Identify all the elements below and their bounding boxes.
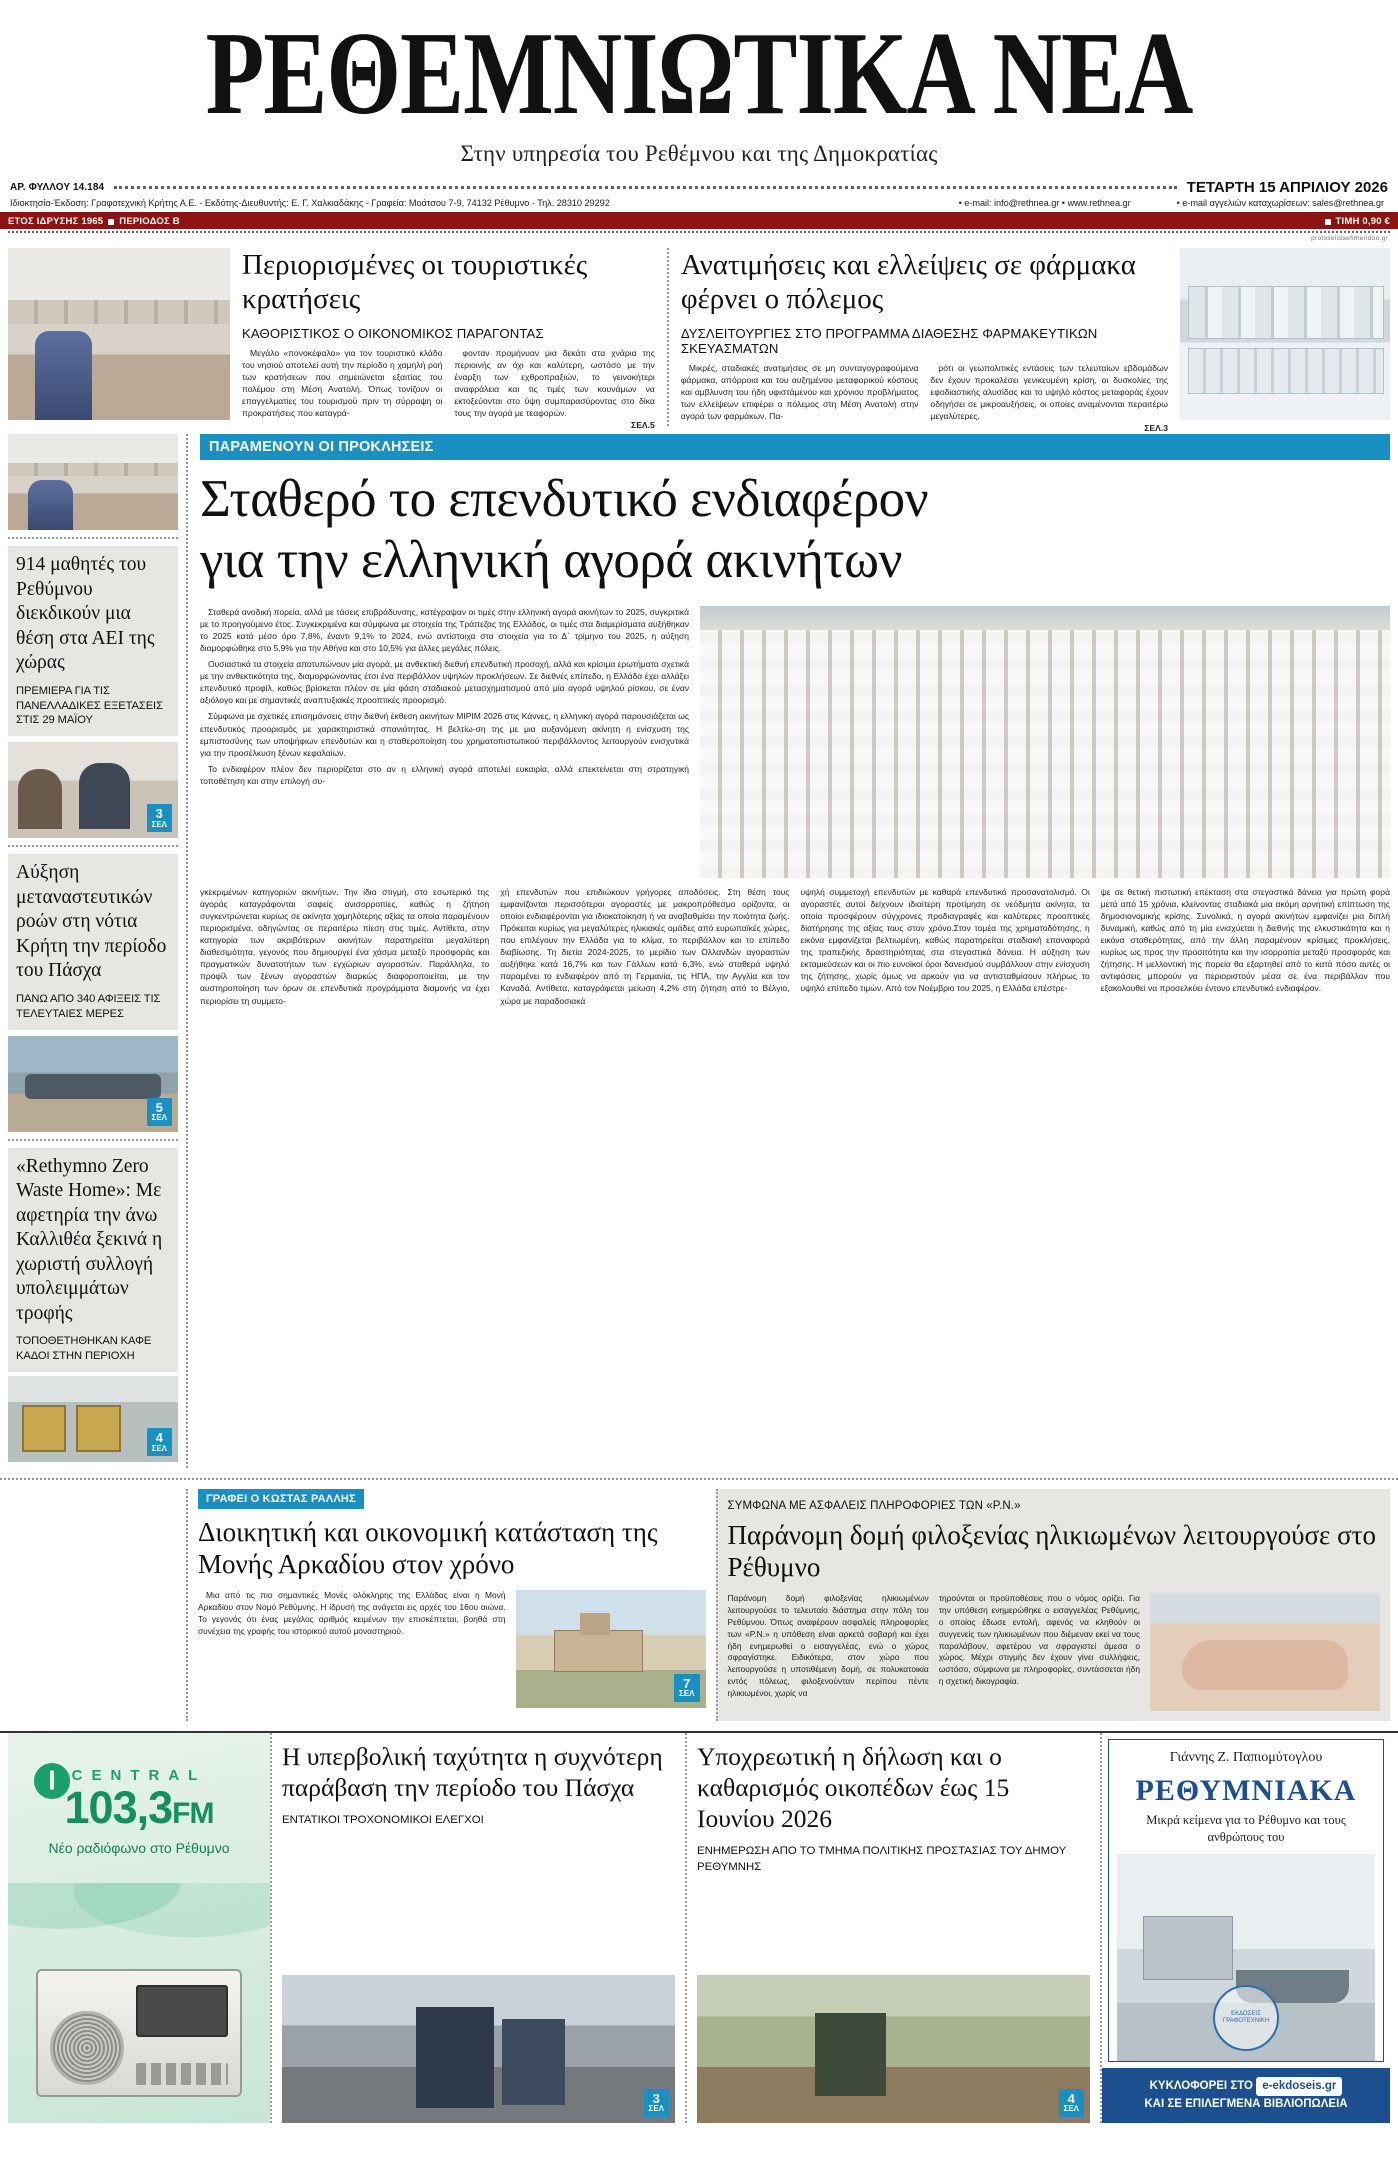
- bottom-story-headline: Υποχρεωτική η δήλωση και ο καθαρισμός οικοπέδων έως 15 Ιουνίου 2026: [697, 1741, 1010, 1834]
- elderly-hands-photo: [1150, 1593, 1380, 1711]
- top-stories-zone: [0, 248, 1398, 433]
- book-author: Γιάννης Ζ. Παπιομύτογλου: [1169, 1749, 1323, 1765]
- body-paragraph: Το ενδιαφέρον πλέον δεν περιορίζεται στο αν η ελληνική αγορά αποτελεί ευκαιρία, αλλά επεκτείνεται στη στρατηγική τοποθέτηση και στην επιλογή συ-: [200, 763, 689, 786]
- airport-photo: [8, 248, 230, 420]
- airport-photo-image: [8, 248, 230, 420]
- top-story-tourism[interactable]: [230, 248, 667, 430]
- page-badge[interactable]: [147, 1098, 172, 1126]
- page-badge-number: 4: [155, 1430, 163, 1445]
- body-paragraph: Μεγάλο «πονοκέφαλο» για τον τουριστικό κλάδο του νησιού αποτελεί αυτή την περίοδο η χαμηλή ροή των κρατήσεων που σημειώνεται εξαιτίας του πολέμου στη Μέση Ανατολή. Όπως τονίζουν οι επαγγελματίες του τουρισμού πριν τη σύρραψη οι προκρατήσεις που καταγρά-: [242, 348, 443, 418]
- page-badge-label: ΣΕΛ: [648, 2104, 664, 2114]
- page-badge-label: ΣΕΛ: [151, 819, 167, 829]
- top-story-pharma[interactable]: [667, 248, 1180, 433]
- price-group: [1320, 216, 1390, 227]
- lead-story[interactable]: [188, 434, 1390, 1468]
- athens-cityscape-photo: [700, 606, 1390, 878]
- lead-column-1: γκεκριμένων κατηγοριών ακινήτων. Την ίδια στιγμή, στο εσωτερικό της αγοράς καταγράφονται σαφείς ανισορροπίες, καθώς η ζήτηση συγκεντρώνεται κυρίως σε ακίνητα χαμηλότερης αξίας τα οποία παραμένουν περιορισμένα, οδηγώντας σε περαιτέρω πίεση στις τιμές. Αντίθετα, στην κατηγορία των ακριβότερων ακινήτων παρατηρείται μεγαλύτερη διαθεσιμότητα, γεγονός που δημιουργεί ένα χάσμα μεταξύ προσφοράς και πραγματικών δυνατοτήτων των εγχώριων αγοραστών. Παράλληλα, το προφίλ των ξένων αγοραστών διαρκώς διαφοροποιείται, με την αυστηροποίηση των όρων σε επενδυτικά προγράμματα διαμονής να έχει περιορίσει τη συμμετο-: [200, 886, 490, 1006]
- lead-column-3: υψηλή συμμετοχή επενδυτών με καθαρά επενδυτικό προσανατολισμό. Οι αγοραστές αυτοί δείχνουν ιδιαίτερη προτίμηση σε νεόδμητα ακίνητα, τα οποία προσφέρουν σύγχρονες προδιαγραφές και καλύτερες προοπτικές διατήρησης της αξίας τους στον χρόνο.Στον τομέα της χρηματοδότησης, η εικόνα εμφανίζεται βελτιωμένη, καθώς παρατηρείται σταδιακή επαναφορά της τραπεζικής δραστηριότητας στα στεγαστικά δάνεια. Η αύξηση των εκταμιεύσεων και οι πιο ευνοϊκοί όροι δανεισμού συμβάλλουν στην ενίσχυση της ζήτησης, χωρίς όμως να αρκούν για να αντισταθμίσουν πλήρως το υψηλό επίπεδο τιμών. Από τον Νοέμβριο του 2025, η Ελλάδα επέστρε-: [800, 886, 1090, 994]
- publisher-stamp-icon: ΕΚΔΟΣΕΙΣ ΓΡΑΦΟΤΕΧΝΙΚΗ: [1213, 1985, 1279, 2051]
- left-sidebar: [8, 434, 188, 1468]
- period-label: ΠΕΡΙΟΔΟΣ Β: [119, 216, 180, 227]
- page-badge-number: 4: [1067, 2090, 1075, 2106]
- cassette-radio-illustration: [36, 1969, 242, 2097]
- body-column: [681, 363, 919, 434]
- pharmacy-photo-image: [1180, 248, 1390, 420]
- sidebar-item-migration[interactable]: [8, 742, 178, 1029]
- bins-photo: [8, 1376, 178, 1462]
- radio-brand-name: CENTRAL: [71, 1766, 207, 1784]
- bottom-story-land-clearing[interactable]: [685, 1733, 1100, 2123]
- sidebar-item-waste[interactable]: [8, 1036, 178, 1463]
- mid-story-body: [198, 1590, 706, 1708]
- sidebar-headline: «Rethymno Zero Waste Home»: Με αφετηρία την άνω Καλλιθέα ξεκινά η χωριστή συλλογή υπολειμμάτων τροφής: [8, 1148, 178, 1333]
- sidebar-kicker: ΠΑΝΩ ΑΠΟ 340 ΑΦΙΞΕΙΣ ΤΙΣ ΤΕΛΕΥΤΑΙΕΣ ΜΕΡΕΣ: [8, 990, 178, 1030]
- page-badge[interactable]: [147, 804, 172, 832]
- land-clearing-photo-image: [697, 1975, 1090, 2123]
- top-story-kicker: ΔΥΣΛΕΙΤΟΥΡΓΙΕΣ ΣΤΟ ΠΡΟΓΡΑΜΜΑ ΔΙΑΘΕΣΗΣ ΦΑΡΜΑΚΕΥΤΙΚΩΝ ΣΚΕΥΑΣΜΑΤΩΝ: [680, 326, 1098, 357]
- mid-story-monastery[interactable]: [188, 1489, 716, 1721]
- traffic-police-photo-image: [282, 1975, 675, 2123]
- newspaper-title: ΡΕΘΕΜΝΙΩΤΙΚΑ ΝΕΑ: [205, 7, 1193, 139]
- divider: [8, 845, 178, 847]
- top-story-headline: Ανατιμήσεις και ελλείψεις σε φάρμακα φέρνει ο πόλεμος: [680, 249, 1136, 316]
- book-title: ΡΕΘΥΜΝΙΑΚΑ: [1135, 1773, 1357, 1807]
- cassette-deck-icon: [136, 1985, 228, 2037]
- sound-waves-icon: [8, 1883, 270, 1963]
- lead-column-2: χή επενδυτών που επιδιώκουν γρήγορες αποδόσεις. Στη θέση τους εμφανίζονται περισσότεροι αγοραστές με μακροπρόθεσμο ορίζοντα, οι οποίοι ενδιαφέρονται για ιδιοκατοίκηση ή να αναβαθμίσει την ποιότητα ζωής. Πρόκειται κυρίως για μεγαλύτερες ηλικιακές ομάδες από ευρωπαϊκές χώρες, που επιλέγουν την Ελλάδα για το κλίμα, το περιβάλλον και το επίπεδο διαβίωσης. Τη διετία 2024-2025, το μερίδιο των Ολλανδών αγοραστών αυξήθηκε κατά 16,7% και των Γάλλων κατά 6,3%, ενώ σταθερά υψηλό παραμένει το ενδιαφέρον από τη Γερμανία, τις ΗΠΑ, την Αγγλία και τον Καναδά. Αντίθετα, καταγράφεται μείωση 4,2% στη ζήτηση από το Βέλγιο, χώρα με παραδοσιακά: [500, 886, 790, 1006]
- bottom-zone: [0, 1731, 1398, 2123]
- migrants-photo: [8, 1036, 178, 1132]
- body-column: [198, 1590, 506, 1708]
- radio-advertisement[interactable]: [8, 1733, 270, 2123]
- lead-intro-column: [200, 606, 689, 878]
- mid-story-headline: Διοικητική και οικονομική κατάσταση της Μονής Αρκαδίου στον χρόνο: [198, 1517, 658, 1580]
- students-photo: [8, 742, 178, 838]
- mid-story-elderly[interactable]: [716, 1489, 1391, 1721]
- traffic-police-photo: [282, 1975, 675, 2123]
- horizontal-rule: [114, 186, 1177, 189]
- page-reference[interactable]: ΣΕΛ.5: [631, 419, 655, 430]
- issue-info-bar: [0, 179, 1398, 195]
- mid-story-body: [728, 1593, 1381, 1711]
- bottom-story-headline: Η υπερβολική ταχύτητα η συχνότερη παράβαση την περίοδο του Πάσχα: [282, 1741, 663, 1802]
- body-paragraph: φονταν προμήνυαν μια δεκάτι στα χνάρια της περιοινής αν όχι και καλύτερη, ωστόσο με την έναρξη των εχθροπραξιών, το γεινοκήτερι αναφράλεια και τις τιμές των κουνάμων να εκτοξεύονται στο ύψη συμπαρασύροντας στο δίκα τους την αγορά με τεαφορών.: [454, 348, 655, 418]
- page-reference[interactable]: ΣΕΛ.3: [1144, 422, 1168, 433]
- page-badge[interactable]: [674, 1674, 699, 1702]
- mid-zone: [0, 1478, 1398, 1721]
- radio-frequency-number: 103,3: [64, 1781, 173, 1833]
- mid-left-spacer: [8, 1489, 188, 1721]
- top-story-headline: Περιορισμένες οι τουριστικές κρατήσεις: [242, 249, 588, 316]
- body-paragraph: Σταθερά ανοδική πορεία, αλλά με τάσεις επιβράδυνσης, κατέγραψαν οι τιμές στην ελληνική αγορά ακινήτων το 2025, συγκριτικά με το προηγούμενο έτος. Συγκεκριμένα και σύμφωνα με στοιχεία της Τράπεζας της Ελλάδος, οι τιμές στα διαμερίσματα αυξήθηκαν το 2025 κατά μέσο όρο 7,8%, έναντι 9,1% το 2024, ενώ αντίστοιχα στα στοιχεία για το Δ΄ τρίμηνο του 2025, η αύξηση διαμορφώθηκε στο 5,9% για την Αθήνα και στο 10,5% για άλλες μεγάλες πόλεις.: [200, 606, 689, 654]
- publication-date: ΤΕΤΑΡΤΗ 15 ΑΠΡΙΛΙΟΥ 2026: [1186, 178, 1388, 196]
- sidebar-item-exams[interactable]: [8, 434, 178, 736]
- body-paragraph: Μια από τις πιο σημαντικές Μονές ολόκληρης της Ελλάδας είναι η Μονή Αρκαδίου στον Νομό Ρεθύμνης. Η ίδρυσή της ανάγεται εις αρχές του 16ου αιώνα. Το γεγονός ότι ένας μεγάλος αριθμός κειμένων την επισκέπτεται, βοηθά στη συνέχεια της γραφής του ιστορικού αυτού μοναστηριού.: [198, 1589, 506, 1636]
- page-badge-number: 5: [155, 1099, 163, 1115]
- body-column: [454, 348, 654, 431]
- top-story-body: [681, 363, 1168, 434]
- lead-headline-line1: Σταθερό το επενδυτικό ενδιαφέρον: [200, 470, 929, 528]
- page-badge-label: ΣΕΛ: [151, 1113, 167, 1123]
- imprint-ownership: Ιδιοκτησία-Έκδοση: Γραφοτεχνική Κρήτης Α.Ε. - Εκδότης-Διευθυντής: Ε. Γ. Χαλκιαδάκης - Γραφεία: Μοάτσου 7-9, 74132 Ρέθυμνο - Τηλ. 28310 29292: [10, 198, 610, 208]
- land-clearing-photo: [697, 1975, 1090, 2123]
- airport-arrivals-photo-image: [8, 434, 178, 530]
- harbor-engraving-cover: [1117, 1854, 1375, 2062]
- book-footer-line2: ΚΑΙ ΣΕ ΕΠΙΛΕΓΜΕΝΑ ΒΙΒΛΙΟΠΩΛΕΙΑ: [1144, 2098, 1348, 2111]
- divider: [8, 537, 178, 539]
- lead-column-4: ψε σε θετική πιστωτική επέκταση στα στεγαστικά δάνεια για πρώτη φορά μετά από 15 χρόνια, κλείνοντας σταδιακά μια ακόμη αρνητική επίπτωση της δημοσιονομικής κρίσης. Συνολικά, η αγορά ακινήτων εμφανίζει μια διπλή δυναμική, καθώς από τη μία ενισχύεται η διεθνής της ελκυστικότητα και η εικόνα σταθερότητας, από την άλλη παραμένουν κρίσιμες προκλήσεις, κυρίως ως προς την προσιτότητα και την ισορροπία μεταξύ προσφοράς και ζήτησης. Η μελλοντική της πορεία θα εξαρτηθεί από το κατά πόσο αυτές οι αντιφάσεις μπορούν να περιοριστούν μέσα σε ένα περιβάλλον που εξακολουθεί να προσελκύει έντονο επενδυτικό ενδιαφέρον.: [1100, 886, 1390, 994]
- lead-banner: ΠΑΡΑΜΕΝΟΥΝ ΟΙ ΠΡΟΚΛΗΣΕΙΣ: [200, 434, 1390, 460]
- page-badge[interactable]: [1059, 2089, 1084, 2117]
- founded-year: ΕΤΟΣ ΙΔΡΥΣΗΣ 1965: [8, 216, 104, 227]
- body-paragraph: Ουσιαστικά τα στοιχεία αποτυπώνουν μία αγορά, με ανθεκτική διεθνή επενδυτική προσοχή, αλλά και κρίσιμα ερωτήματα σχετικά με την ανθεκτικότητα της, διαμορφώνοντας έτσι ένα περιβάλλον υψηλών προκλήσεων. Σε διεθνές επίπεδο, η Ελλάδα έχει αλλάξει επενδυτικό προφίλ, καθώς βρίσκεται πλέον σε μία φάση σταδιακού μετασχηματισμού από μία αγορά υψηλού ρίσκου, σε έναν αξιόλογο και με σημαντικές αναπτυξιακές προοπτικές προορισμό.: [200, 659, 689, 706]
- body-column: [242, 348, 442, 431]
- source-kicker: ΣΥΜΦΩΝΑ ΜΕ ΑΣΦΑΛΕΙΣ ΠΛΗΡΟΦΟΡΙΕΣ ΤΩΝ «P.N.»: [727, 1500, 1021, 1513]
- body-column: Παράνομη δομή φιλοξενίας ηλικιωμένων λειτουργούσε το τελευταίο διάστημα στην πόλη του Ρεθύμνου. Όπως αναφέρουν ασφαλείς πληροφορίες των «P.N.» η υπόθεση είναι αρκετά σοβαρή και έχει ήδη ενημερωθεί ο εισαγγελέας, ενώ ο χώρος σφραγίστηκε. Ειδικότερα, στον χώρο που λειτουργούσε η υποτιθέμενη δομή, σε πολυκατοικία εντός πόλεως, φιλοξενούνταν περίπου πέντε ηλικιωμένοι, χωρίς να: [727, 1592, 929, 1699]
- book-ad-footer: [1102, 2068, 1390, 2122]
- divider: [8, 231, 1390, 233]
- lead-headline-line2: για την ελληνική αγορά ακινήτων: [200, 531, 902, 590]
- athens-cityscape-photo-image: [700, 606, 1390, 878]
- book-subtitle: Μικρά κείμενα για το Ρέθυμνο και τους ανθρώπους του: [1146, 1812, 1346, 1844]
- speaker-icon: [50, 2011, 124, 2085]
- source-watermark: protoselidaefimeridon.gr: [1311, 235, 1388, 242]
- pharmacy-photo: [1180, 248, 1390, 420]
- body-column: [930, 363, 1168, 434]
- radio-branding: [8, 1767, 270, 1856]
- radio-buttons-icon: [136, 2063, 228, 2085]
- sidebar-kicker: ΤΟΠΟΘΕΤΗΘΗΚΑΝ ΚΑΦΕ ΚΑΔΟΙ ΣΤΗΝ ΠΕΡΙΟΧΗ: [8, 1332, 178, 1372]
- book-footer-text: ΚΥΚΛΟΦΟΡΕΙ ΣΤΟ: [1149, 2080, 1253, 2093]
- sidebar-kicker: ΠΡΕΜΙΕΡΑ ΓΙΑ ΤΙΣ ΠΑΝΕΛΛΑΔΙΚΕΣ ΕΞΕΤΑΣΕΙΣ ΣΤΙΣ 29 ΜΑΪΟΥ: [8, 682, 178, 736]
- square-separator-icon: [1325, 219, 1331, 225]
- e-ekdoseis-badge[interactable]: e-ekdoseis.gr: [1256, 2077, 1342, 2096]
- body-column: τηρούνται οι προϋποθέσεις που ο νόμος ορίζει. Για την υπόθεση ενημερώθηκε ο εισαγγελέας Ρεθύμνης, ο οποίος έδωσε εντολή, αφενός να κληθούν οι συγγενείς των ηλικιωμένων που διέμεναν εκεί να τους παραλάβουν, αφετέρου να σφραγιστεί άμεσα ο χώρος. Μέχρι στιγμής δεν έχουν γίνει συλλήψεις, ωστόσο, σύμφωνα με πληροφορίες, συντάσσεται ήδη η σχετική δικογραφία.: [938, 1592, 1140, 1687]
- imprint-sales-email[interactable]: • e-mail αγγελιών καταχωρίσεων: sales@rethnea.gr: [1176, 198, 1384, 208]
- divider: [8, 1139, 178, 1141]
- page-badge-number: 3: [652, 2090, 660, 2106]
- airport-arrivals-photo: [8, 434, 178, 530]
- top-story-body: [242, 348, 655, 431]
- elderly-hands-photo-image: [1150, 1593, 1380, 1711]
- radio-fm-label: FM: [172, 1796, 214, 1830]
- lead-headline: [200, 469, 1390, 592]
- sidebar-headline: Αύξηση μεταναστευτικών ροών στη νότια Κρήτη την περίοδο του Πάσχα: [8, 854, 178, 990]
- bottom-story-kicker: ΕΝΤΑΤΙΚΟΙ ΤΡΟΧΟΝΟΜΙΚΟΙ ΕΛΕΓΧΟΙ: [282, 1814, 484, 1827]
- main-zone: [0, 434, 1398, 1468]
- book-advertisement[interactable]: [1100, 1733, 1390, 2123]
- top-story-kicker: ΚΑΘΟΡΙΣΤΙΚΟΣ Ο ΟΙΚΟΝΟΜΙΚΟΣ ΠΑΡΑΓΟΝΤΑΣ: [242, 326, 544, 342]
- page-badge-label: ΣΕΛ: [679, 1689, 695, 1699]
- newspaper-tagline: Στην υπηρεσία του Ρεθέμνου και της Δημοκρατίας: [460, 141, 938, 166]
- issue-number: ΑΡ. ΦΥΛΛΟΥ 14.184: [10, 181, 105, 193]
- body-paragraph: Σύμφωνα με σχετικές επισημάνσεις στην διεθνή έκθεση ακινήτων MIPIM 2026 στις Κάννες, η ελληνική αγορά παρουσιάζεται ως επενδυτικός προορισμός με χαρακτηριστικά σπανιότητας. Η βελτίω-ση της με μια αυξανόμενη ακίνητη η ενίσχυση της εμπιστοσύνης των υποψήφιων επενδυτών και η σταθεροποίηση του χρηματοπιστωτικού περιβάλλοντος λειτουργούν ενισχυτικά για την προσέλκυση ξένων κεφαλαίων.: [200, 711, 689, 758]
- body-paragraph: Μικρές, σταδιακές ανατιμήσεις σε μη συνταγογραφούμενα φάρμακα, απόρροια και του αυξημένου μεταφορικού κόστους και αμβλυνση του ήδη υφιστάμενου και χρόνιου προβλήματος των ελλείψεων επιφέρει ο πόλεμος στη Μέση Ανατολή στην αγορά των φαρμάκων. Πα-: [680, 363, 919, 421]
- page-badge[interactable]: [644, 2089, 669, 2117]
- page-badge-number: 3: [155, 806, 163, 822]
- radio-frequency: [8, 1782, 270, 1834]
- book-footer-line1: [1108, 2077, 1384, 2096]
- bottom-story-kicker: ΕΝΗΜΕΡΩΣΗ ΑΠΟ ΤΟ ΤΜΗΜΑ ΠΟΛΙΤΙΚΗΣ ΠΡΟΣΤΑΣΙΑΣ ΤΟΥ ΔΗΜΟΥ ΡΕΘΥΜΝΗΣ: [697, 1845, 1066, 1873]
- imprint-line: [0, 195, 1398, 214]
- founded-price-bar: [0, 214, 1398, 229]
- book-ad-frame: [1108, 1739, 1384, 2063]
- monastery-photo: [516, 1590, 706, 1708]
- lead-lower-body: [200, 886, 1390, 1007]
- page-badge-label: ΣΕΛ: [151, 1443, 167, 1453]
- mid-story-headline: Παράνομη δομή φιλοξενίας ηλικιωμένων λειτουργούσε στο Ρέθυμνο: [727, 1520, 1377, 1583]
- sidebar-headline: 914 μαθητές του Ρεθύμνου διεκδικούν μια θέση στα ΑΕΙ της χώρας: [8, 546, 178, 682]
- bottom-story-speeding[interactable]: [270, 1733, 685, 2123]
- square-separator-icon: [108, 219, 114, 225]
- page-badge-label: ΣΕΛ: [1063, 2104, 1079, 2114]
- price-label: ΤΙΜΗ 0,90 €: [1335, 216, 1390, 227]
- lead-top-body: [200, 606, 1390, 878]
- imprint-email[interactable]: • e-mail: info@rethnea.gr • www.rethnea.gr: [958, 198, 1131, 208]
- byline-banner: ΓΡΑΦΕΙ Ο ΚΩΣΤΑΣ ΡΑΛΛΗΣ: [198, 1489, 364, 1509]
- page-badge[interactable]: [147, 1428, 172, 1456]
- masthead: [0, 0, 1398, 167]
- page-badge-number: 7: [683, 1675, 691, 1691]
- radio-tagline: Νέο ραδιόφωνο στο Ρέθυμνο: [48, 1839, 230, 1856]
- body-paragraph: ρότι οι γεωπολιτικές εντάσεις των τελευταίων εβδομάδων δεν έχουν προκαλέσει γενικευμένη κρίση, οι δυσκολίες της εφοδιαστικής αλυσίδας και το υψηλό κόστος μεταφοράς έχουν οδηγήσει σε μικροαυξήσεις, οι οποίες αναμένονται περαιτέρω μεγαλύτερες.: [930, 363, 1168, 421]
